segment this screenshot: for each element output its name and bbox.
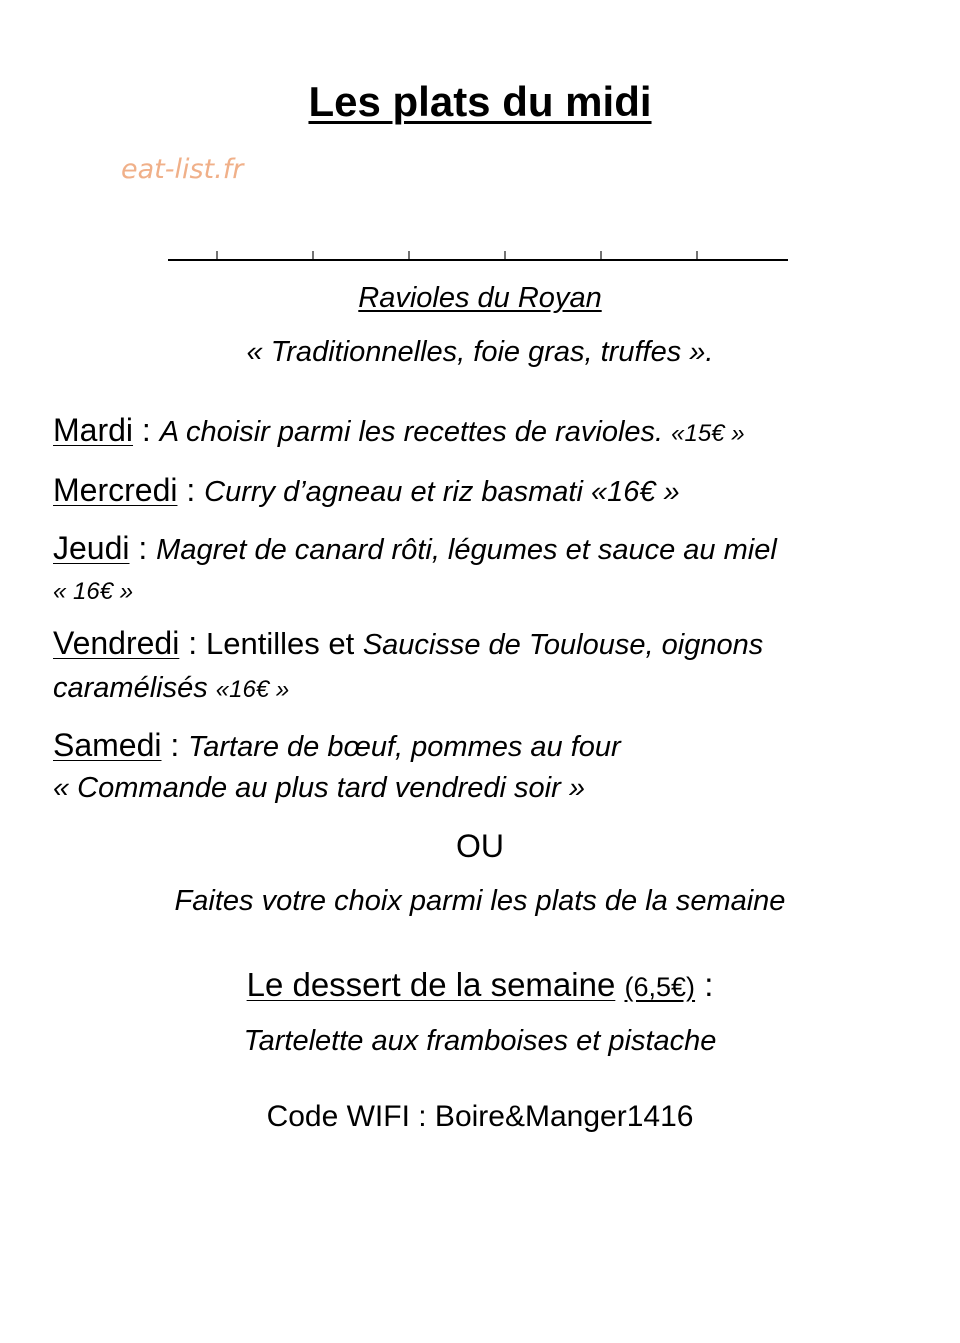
page-title: Les plats du midi [308, 78, 652, 125]
day-separator: : [133, 412, 160, 448]
day-label: Mercredi [53, 472, 178, 508]
day-separator: : [161, 727, 189, 763]
feature-description: « Traditionnelles, foie gras, truffes ». [246, 336, 714, 368]
day-price: «15€ » [671, 420, 745, 447]
day-label: Mardi [53, 412, 134, 448]
menu-day-mardi [53, 412, 745, 449]
day-separator: : [177, 472, 205, 508]
day-price: «16€ » [215, 676, 290, 703]
day-dish-continued: caramélisés [53, 672, 216, 704]
day-dish: Curry d’agneau et riz basmati «16€ » [204, 476, 680, 508]
dessert-label: Le dessert de la semaine [246, 966, 616, 1003]
divider [168, 259, 788, 261]
menu-day-jeudi [53, 530, 777, 567]
wifi-code: Code WIFI : Boire&Manger1416 [266, 1100, 694, 1133]
day-dish-upright: Lentilles et [206, 626, 363, 661]
day-price: « 16€ » [53, 578, 134, 605]
day-dish: A choisir parmi les recettes de ravioles. [159, 416, 672, 448]
day-label: Vendredi [53, 625, 180, 661]
day-separator: : [129, 530, 157, 566]
day-note: « Commande au plus tard vendredi soir » [53, 772, 585, 804]
menu-day-mercredi [53, 472, 680, 509]
day-separator: : [179, 625, 206, 661]
day-label: Jeudi [53, 530, 130, 566]
or-label: OU [456, 828, 504, 864]
dessert-colon: : [695, 966, 714, 1003]
menu-day-vendredi [53, 625, 763, 662]
watermark: eat-list.fr [121, 154, 244, 185]
dessert-description: Tartelette aux framboises et pistache [243, 1025, 717, 1057]
dessert-heading [0, 966, 960, 1004]
divider-specks [168, 251, 788, 259]
menu-day-samedi [53, 727, 621, 764]
menu-day-vendredi-line2 [53, 672, 289, 705]
day-label: Samedi [53, 727, 162, 763]
day-dish: Saucisse de Toulouse, oignons [362, 629, 764, 661]
feature-name: Ravioles du Royan [358, 282, 602, 314]
choice-text: Faites votre choix parmi les plats de la semaine [174, 885, 786, 917]
dessert-price: (6,5€) [624, 972, 696, 1002]
day-dish: Tartare de bœuf, pommes au four [188, 731, 621, 763]
day-dish: Magret de canard rôti, légumes et sauce au miel [156, 534, 777, 566]
